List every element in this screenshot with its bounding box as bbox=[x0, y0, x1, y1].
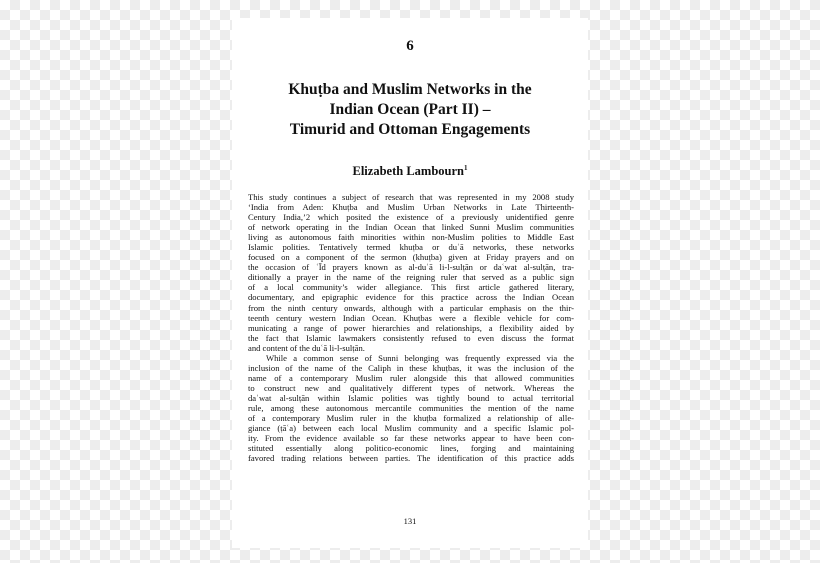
body-line: ditionally a prayer in the name of the reigning ruler that served as a public sign bbox=[248, 272, 574, 283]
author-name: Elizabeth Lambourn bbox=[352, 164, 464, 178]
body-line: Islamic polities. Tentatively termed khuṭba or duʿā networks, these networks bbox=[248, 242, 574, 253]
body-line: giance (ṭāʿa) between each local Muslim community and a specific Islamic pol- bbox=[248, 423, 574, 434]
body-line: While a common sense of Sunni belonging was frequently expressed via the bbox=[266, 352, 574, 363]
body-line: ‘India from Aden: Khuṭba and Muslim Urban Networks in Late Thirteenth- bbox=[248, 202, 574, 213]
body-line: inclusion of the name of the Caliph in these khuṭbas, it was the inclusion of the bbox=[248, 362, 574, 373]
body-line: rule, among these autonomous mercantile communities the mention of the name bbox=[248, 402, 574, 413]
body-text bbox=[248, 192, 574, 463]
body-line: of a contemporary Muslim ruler in the khuṭba formalized a relationship of alle- bbox=[248, 413, 574, 424]
body-line: from the ninth century onwards, although with a particular emphasis on the thir- bbox=[248, 302, 574, 313]
body-line: living as autonomous faith minorities within non-Muslim polities to Middle East bbox=[248, 232, 574, 243]
author-byline bbox=[232, 164, 588, 179]
author-footnote-marker: 1 bbox=[463, 163, 468, 172]
chapter-title-line: Khuṭba and Muslim Networks in the bbox=[288, 81, 532, 98]
body-line: of network operating in the Indian Ocean that linked Sunni Muslim communities bbox=[248, 222, 574, 233]
body-line: stituted essentially along politico-economic lines, forging and maintaining bbox=[248, 443, 574, 454]
body-line: and content of the duʿā li-l-sulṭān. bbox=[248, 342, 365, 353]
body-line: documentary, and epigraphic evidence for this practice across the Indian Ocean bbox=[248, 292, 574, 303]
page-number: 131 bbox=[403, 516, 417, 526]
body-line: teenth century western Indian Ocean. Khuṭbas were a flexible vehicle for com- bbox=[248, 312, 574, 323]
body-line: to construct new and qualitatively different types of network. Whereas the bbox=[248, 382, 574, 393]
body-line: Century India,’2 which posited the existence of a previously unidentified genre bbox=[248, 212, 574, 223]
body-line: focused on a component of the sermon (khuṭba) given at Friday prayers and on bbox=[248, 252, 574, 263]
body-line: This study continues a subject of research that was represented in my 2008 study bbox=[248, 192, 574, 202]
body-line: the fact that Islamic lawmakers consistently refused to even discuss the format bbox=[248, 332, 574, 343]
chapter-title-line: Indian Ocean (Part II) – bbox=[329, 101, 491, 118]
body-line: ity. From the evidence available so far these networks appear to have been con- bbox=[248, 433, 574, 444]
body-line: daʿwat al-sulṭān within Islamic polities was tightly bound to actual territorial bbox=[248, 392, 574, 403]
book-page bbox=[232, 18, 588, 548]
chapter-number: 6 bbox=[406, 38, 414, 54]
body-line: of a local community’s wider allegiance. This first article gathered literary, bbox=[248, 282, 574, 293]
body-line: favored trading relations between parties. The identification of this practice adds bbox=[248, 453, 574, 464]
body-line: the occasion of ʿĪd prayers known as al-duʿā li-l-sulṭān or daʿwat al-sulṭān, tra- bbox=[248, 262, 574, 273]
body-line: municating a range of power hierarchies and relationships, a flexibility aided by bbox=[248, 322, 574, 333]
chapter-title-line: Timurid and Ottoman Engagements bbox=[289, 121, 531, 138]
body-line: name of a contemporary Muslim ruler alongside this that allowed communities bbox=[248, 372, 574, 383]
chapter-title bbox=[232, 80, 588, 140]
